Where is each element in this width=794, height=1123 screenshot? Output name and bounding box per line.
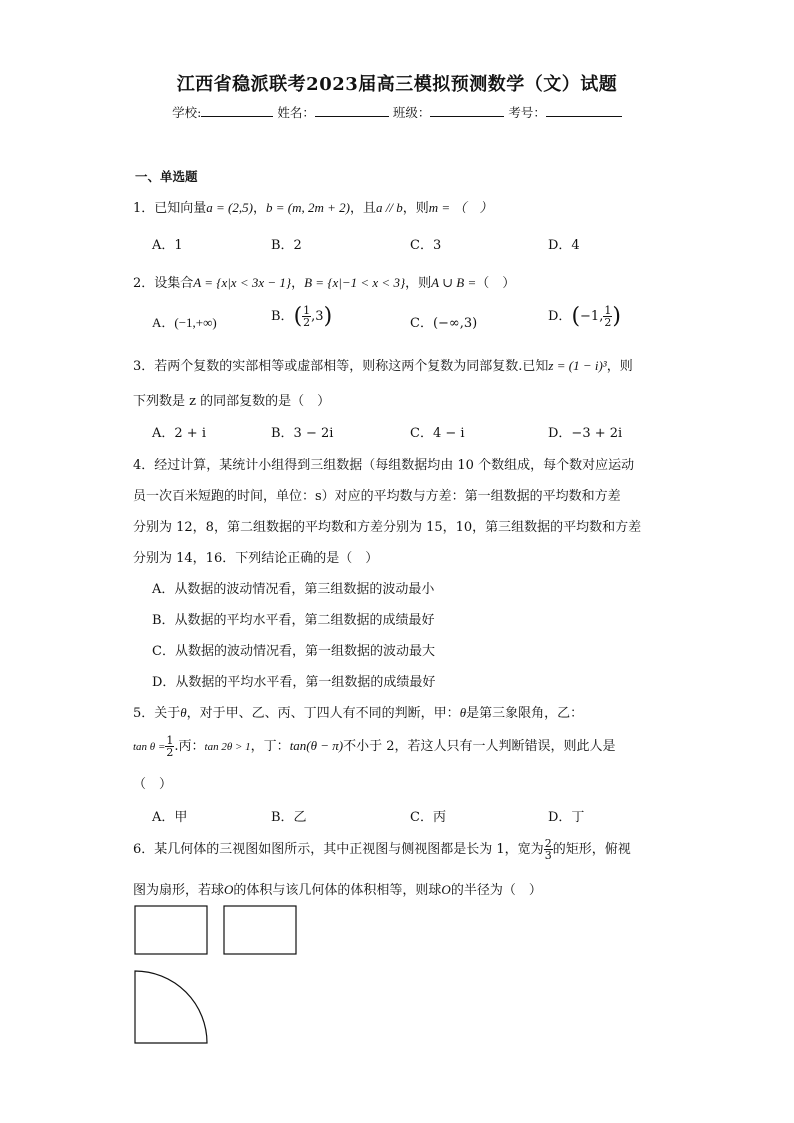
q2-tail: ，则 <box>405 276 432 291</box>
q1-tail: ，则 <box>402 201 429 216</box>
q4-option-c[interactable]: C．从数据的波动情况看，第一组数据的波动最大 <box>152 644 435 659</box>
q6-fraction: $\frac{2}{3}$ <box>544 837 552 862</box>
q1-option-c[interactable]: C．3 <box>410 238 442 253</box>
top-view-sector <box>135 971 207 1043</box>
q2-option-b-tail: ,3 <box>311 309 324 324</box>
question-4-line-2: 员一次百米短跑的时间，单位：s）对应的平均数与方差：第一组数据的平均数和方差 <box>133 489 621 504</box>
q5-stem-c: 是第三象限角，乙： <box>466 706 584 721</box>
q3-stem: 3．若两个复数的实部相等或虚部相等，则称这两个复数为同部复数.已知 <box>133 359 549 374</box>
q2-option-b-fraction: $\frac{1}{2}$ <box>303 304 311 329</box>
q5-stem-b: ，对于甲、乙、丙、丁四人有不同的判断，甲： <box>186 706 460 721</box>
q6-ball-o-2: O <box>441 882 451 897</box>
q5-tan2-expr: tan 2θ > 1 <box>204 741 251 753</box>
section-heading: 一、单选题 <box>135 169 198 184</box>
q6-stem-d: 的体积与该几何体的体积相等，则球 <box>233 883 442 898</box>
q4-option-a[interactable]: A．从数据的波动情况看，第三组数据的波动最小 <box>152 582 435 597</box>
q6-stem-c: 图为扇形，若球 <box>133 883 225 898</box>
q5-tan-shift-expr: tan(θ − π) <box>289 738 344 753</box>
class-label: 班级： <box>392 105 431 120</box>
q3-z-expr: z = (1 − i)³ <box>548 358 607 373</box>
q6-stem-b: 的矩形，俯视 <box>552 842 631 857</box>
q5-option-d[interactable]: D．丁 <box>548 810 585 825</box>
id-label: 考号： <box>508 105 546 120</box>
q3-option-b[interactable]: B．3 − 2i <box>271 426 334 441</box>
q5-theta-2: θ <box>459 705 467 720</box>
q3-option-d[interactable]: D．−3 + 2i <box>548 426 623 441</box>
question-4-line-3: 分别为 12，8，第二组数据的平均数和方差分别为 15，10，第三组数据的平均数和方差 <box>133 520 642 535</box>
q2-option-d-label: D． <box>548 309 572 324</box>
question-4-line-4: 分别为 14，16．下列结论正确的是（ ） <box>133 551 379 566</box>
q1-vector-a: a = (2,5) <box>206 200 253 215</box>
q5-option-c[interactable]: C．丙 <box>410 810 446 825</box>
q2-option-d[interactable]: D．(−1, $\frac{1}{2}$ ) <box>548 304 621 329</box>
q1-option-d[interactable]: D．4 <box>548 238 580 253</box>
q3-tail: ，则 <box>606 359 633 374</box>
q2-separator: ， <box>291 276 305 291</box>
q5-ding: ，丁： <box>250 739 290 754</box>
q2-end: （ ） <box>476 276 516 291</box>
q2-option-b-label: B． <box>271 309 294 324</box>
question-3-line-2: 下列数是 z 的同部复数的是（ ） <box>133 394 331 409</box>
q5-bing: .丙： <box>174 739 205 754</box>
q2-option-d-fraction: $\frac{1}{2}$ <box>604 304 612 329</box>
q2-set-b: B = {x|−1 < x < 3} <box>304 275 406 290</box>
q3-option-a[interactable]: A．2 + i <box>152 426 206 441</box>
q2-option-a[interactable]: A．(−1,+∞) <box>152 315 217 330</box>
q5-option-b[interactable]: B．乙 <box>271 810 307 825</box>
q1-ask: m = （ ） <box>428 200 493 215</box>
q1-condition: ，且 <box>349 201 376 216</box>
side-view-rect <box>224 906 296 954</box>
q5-line2-tail: 不小于 2，若这人只有一人判断错误，则此人是 <box>343 739 616 754</box>
q4-option-d[interactable]: D．从数据的平均水平看，第一组数据的成绩最好 <box>152 675 436 690</box>
q6-ball-o: O <box>224 882 234 897</box>
q5-stem-a: 5．关于 <box>133 706 181 721</box>
q5-fraction: $\frac{1}{2}$ <box>166 734 174 759</box>
q1-vector-b: b = (m, 2m + 2) <box>265 200 350 215</box>
q4-option-b[interactable]: B．从数据的平均水平看，第二组数据的成绩最好 <box>152 613 435 628</box>
q5-option-a[interactable]: A．甲 <box>152 810 188 825</box>
q2-stem: 2．设集合 <box>133 276 194 291</box>
school-label: 学校: <box>172 105 202 120</box>
q2-option-c[interactable]: C．(−∞,3) <box>410 316 478 331</box>
q1-option-a[interactable]: A．1 <box>152 238 183 253</box>
q1-option-b[interactable]: B．2 <box>271 238 302 253</box>
q1-stem: 1．已知向量 <box>133 201 207 216</box>
q1-parallel: a // b <box>375 200 403 215</box>
q3-option-c[interactable]: C．4 − i <box>410 426 465 441</box>
q5-theta: θ <box>180 705 187 720</box>
name-label: 姓名： <box>277 105 315 120</box>
question-4-line-1: 4．经过计算，某统计小组得到三组数据（每组数据均由 10 个数组成，每个数对应运动 <box>133 458 635 473</box>
q1-separator: ， <box>252 201 266 216</box>
q6-stem-a: 6．某几何体的三视图如图所示，其中正视图与侧视图都是长为 1，宽为 <box>133 842 544 857</box>
front-view-rect <box>135 906 207 954</box>
question-5-line-3: （ ） <box>133 777 173 792</box>
q6-stem-e: 的半径为（ ） <box>450 883 542 898</box>
q2-option-d-lead: −1, <box>580 309 604 324</box>
page-title: 江西省稳派联考2023届高三模拟预测数学（文）试题 <box>176 74 618 95</box>
q5-tan-expr: tan θ = <box>133 741 166 753</box>
q2-union: A ∪ B = <box>431 275 477 290</box>
q2-set-a: A = {x|x < 3x − 1} <box>193 275 292 290</box>
q2-option-b[interactable]: B．( $\frac{1}{2}$ ,3) <box>271 304 333 329</box>
